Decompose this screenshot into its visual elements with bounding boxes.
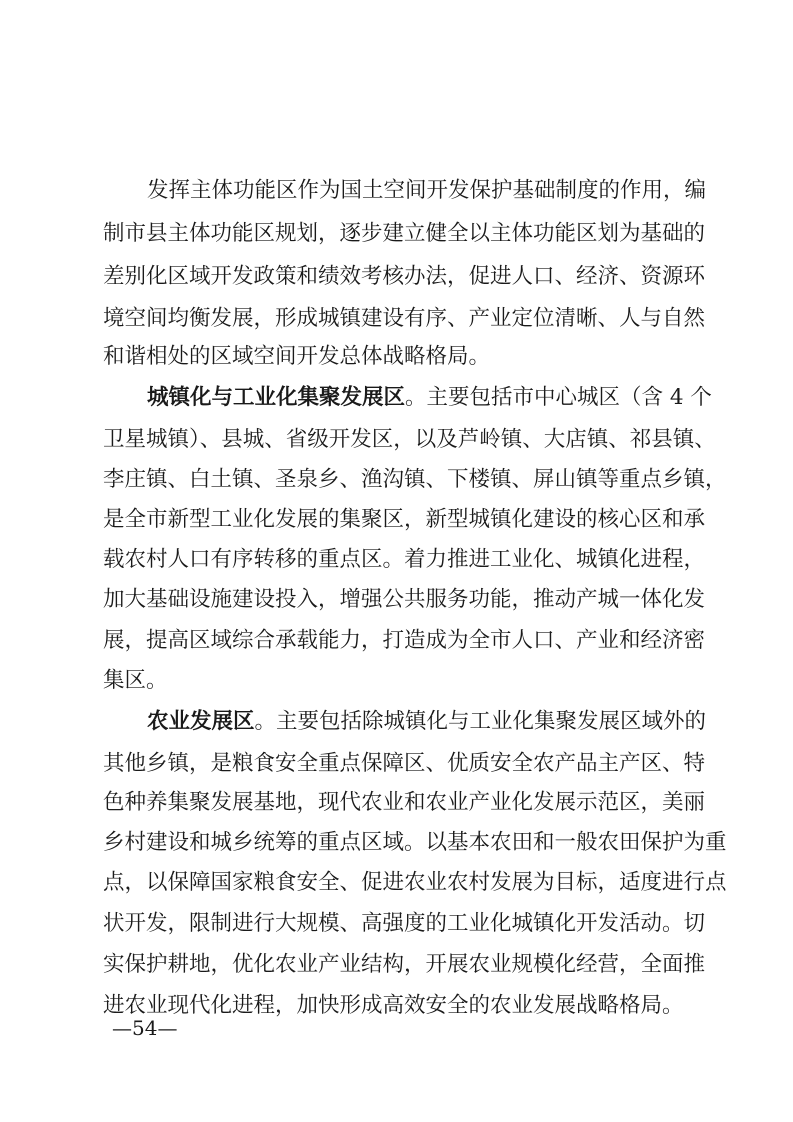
paragraph-3-line-1	[147, 708, 707, 736]
paragraph-2-line-8: 集区。	[103, 668, 168, 693]
paragraph-3-line-2: 其他乡镇，是粮食安全重点保障区、优质安全农产品主产区、特	[103, 751, 706, 776]
paragraph-2-line-1-text: 。主要包括市中心城区（含 4 个	[405, 385, 712, 410]
paragraph-1-line-1: 发挥主体功能区作为国土空间开发保护基础制度的作用，编	[147, 178, 707, 203]
paragraph-2-line-6: 加大基础设施建设投入，增强公共服务功能，推动产城一体化发	[103, 587, 706, 612]
section-heading-agriculture: 农业发展区	[147, 709, 255, 734]
paragraph-2-line-2: 卫星城镇）、县城、省级开发区，以及芦岭镇、大店镇、祁县镇、	[103, 427, 716, 452]
paragraph-3-line-7: 实保护耕地，优化农业产业结构，开展农业规模化经营，全面推	[103, 952, 706, 977]
paragraph-2-line-4: 是全市新型工业化发展的集聚区，新型城镇化建设的核心区和承	[103, 507, 706, 532]
paragraph-2-line-5: 载农村人口有序转移的重点区。着力推进工业化、城镇化进程，	[103, 547, 706, 572]
section-heading-urbanization: 城镇化与工业化集聚发展区	[147, 385, 406, 410]
page-number: —54—	[112, 1016, 178, 1040]
paragraph-3-line-3: 色种养集聚发展基地，现代农业和农业产业化发展示范区，美丽	[103, 790, 706, 815]
paragraph-1-line-4: 境空间均衡发展，形成城镇建设有序、产业定位清晰、人与自然	[103, 306, 706, 331]
paragraph-1-line-5: 和谐相处的区域空间开发总体战略格局。	[103, 344, 491, 369]
paragraph-1-line-2: 制市县主体功能区规划，逐步建立健全以主体功能区划为基础的	[103, 221, 706, 246]
paragraph-3-line-8: 进农业现代化进程，加快形成高效安全的农业发展战略格局。	[103, 993, 684, 1018]
paragraph-3-line-6: 状开发，限制进行大规模、高强度的工业化城镇化开发活动。切	[103, 911, 706, 936]
paragraph-2-line-7: 展，提高区域综合承载能力，打造成为全市人口、产业和经济密	[103, 628, 706, 653]
paragraph-3-line-4: 乡村建设和城乡统筹的重点区域。以基本农田和一般农田保护为重	[103, 830, 727, 855]
paragraph-3-line-1-text: 。主要包括除城镇化与工业化集聚发展区域外的	[254, 709, 707, 734]
paragraph-1-line-3: 差别化区域开发政策和绩效考核办法，促进人口、经济、资源环	[103, 264, 706, 289]
paragraph-2-line-1	[147, 384, 712, 412]
paragraph-3-line-5: 点，以保障国家粮食安全、促进农业农村发展为目标，适度进行点	[103, 870, 727, 895]
paragraph-2-line-3: 李庄镇、白土镇、圣泉乡、渔沟镇、下楼镇、屏山镇等重点乡镇，	[103, 467, 727, 492]
